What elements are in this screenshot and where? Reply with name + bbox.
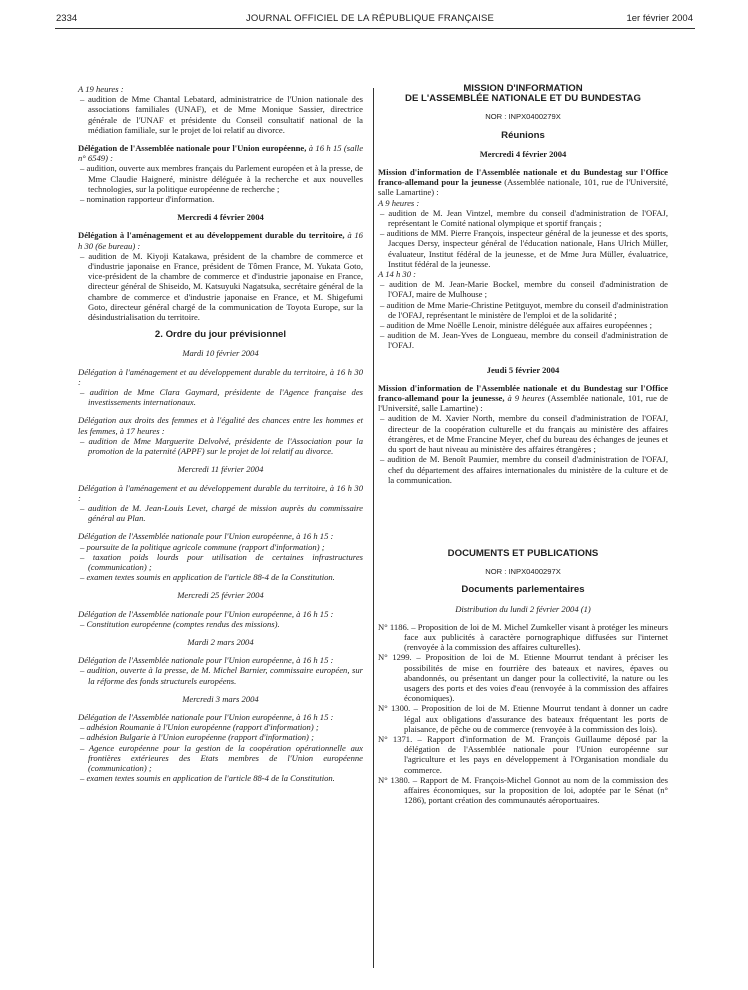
agenda-list (78, 387, 363, 407)
list-item: – audition de Mme Clara Gaymard, présidente de l'Agence française des investissements internationaux. (80, 387, 363, 408)
list-item: – examen textes soumis en application de l'article 88-4 de la Constitution. (80, 572, 335, 583)
delegation-time: à 16 h 15 (salle n° 6549) : (78, 143, 364, 164)
agenda-intro: Délégation de l'Assemblée nationale pour l'Union européenne, à 16 h 15 : (78, 711, 334, 722)
list-item: – audition de Mme Marie-Christine Petitguyot, membre du conseil d'administration de l'OFAJ, représentant le ministère de l'emploi et de la solidarité ; (380, 299, 668, 320)
time-label: A 9 heures : (378, 197, 420, 208)
list-item: – audition de M. Jean-Louis Levet, chargé de mission auprès du commissaire général au Plan. (80, 502, 363, 524)
page-header (50, 10, 693, 28)
mission-title-line1: MISSION D'INFORMATION (463, 83, 583, 94)
agenda-block (78, 143, 363, 163)
date-heading: Mercredi 4 février 2004 (177, 212, 264, 223)
list-item: – nomination rapporteur d'information. (80, 194, 215, 205)
subsection-heading: Documents parlementaires (461, 584, 585, 596)
left-column (78, 84, 363, 783)
section-heading: DOCUMENTS ET PUBLICATIONS (447, 547, 599, 559)
agenda-list (78, 665, 363, 685)
header-rule (55, 28, 695, 29)
date-heading: Jeudi 5 février 2004 (486, 364, 560, 375)
date-heading: Mercredi 4 février 2004 (479, 148, 567, 159)
date-heading: Mercredi 11 février 2004 (177, 464, 264, 475)
list-item: N° 1186. – Proposition de loi de M. Michel Zumkeller visant à protéger les mineurs face aux publicités à caractère pornographique diffusées sur l'internet (renvoyée à la commission des affaires culturelles). (378, 621, 668, 653)
agenda-list (78, 503, 363, 523)
list-item: – audition de M. Jean Vintzel, membre du conseil d'administration de l'OFAJ, représentant le Comité national olympique et sportif français ; (380, 207, 668, 229)
list-item: – examen textes soumis en application de l'article 88-4 de la Constitution. (80, 773, 335, 784)
agenda-list (78, 542, 363, 583)
list-item: – audition de M. Xavier North, membre du conseil d'administration de l'OFAJ, directeur de la coopération culturelle et du français au ministère des affaires étrangères, et de Mme Francine Meyer, chef du bureau des échanges de jeunes et du sport de haut niveau au ministère des affaires étrangères ; (380, 413, 668, 455)
agenda-list (378, 208, 668, 269)
distribution-date: Distribution du lundi 2 février 2004 (1) (455, 603, 591, 614)
list-item: – poursuite de la politique agricole commune (rapport d'information) ; (80, 541, 325, 552)
date-heading: Mardi 10 février 2004 (182, 348, 259, 359)
list-item: N° 1300. – Proposition de loi de M. Etienne Mourrut tendant à donner un cadre légal aux obligations d'assurance des bateaux fréquentant les ports de plaisance, de pêche ou de commerce (renvoyée à la commission des lois). (378, 703, 668, 734)
agenda-list (378, 279, 668, 350)
agenda-list (78, 163, 363, 204)
list-item: – audition de Mme Marguerite Delvolvé, présidente de l'Association pour la promotion de la paternité (APPF) sur le projet de loi relatif au divorce. (80, 435, 363, 457)
section-heading: 2. Ordre du jour prévisionnel (154, 329, 287, 341)
meeting-time: à 9 heures (507, 393, 545, 404)
delegation-time: à 16 h 30 (6e bureau) : (78, 230, 363, 251)
nor-reference: NOR : INPX0400279X (485, 112, 561, 122)
agenda-intro: Délégation à l'aménagement et au développement durable du territoire, à 16 h 30 : (78, 482, 363, 503)
list-item: – audition de M. Jean-Marie Bockel, membre du conseil d'administration de l'OFAJ, maire de Mulhouse ; (380, 279, 668, 300)
agenda-intro: Délégation aux droits des femmes et à l'égalité des chances entre les hommes et les femmes, à 17 heures : (78, 415, 363, 436)
list-item: – Constitution européenne (comptes rendus des missions). (80, 618, 280, 629)
list-item: N° 1299. – Proposition de loi de M. Etienne Mourrut tendant à préciser les possibilités de mise en fourrière des bateaux et navires, épaves ou abandonnés, ou présentant un danger pour la collectivité, la nature ou les usagers des ports et des voies d'eau (renvoyée à la commission des affaires économiques). (378, 652, 668, 704)
subsection-heading: Réunions (501, 129, 545, 141)
agenda-block (78, 230, 363, 250)
agenda-list (78, 94, 363, 135)
agenda-block (378, 383, 668, 414)
list-item: – adhésion Roumanie à l'Union européenne (rapport d'information) ; (80, 722, 319, 733)
time-label: A 19 heures : (78, 84, 124, 94)
list-item: – audition de M. Benoît Paumier, membre du conseil d'administration de l'OFAJ, chef du département des affaires internationales du ministère de la culture et de la communication. (380, 454, 668, 485)
agenda-intro: Délégation à l'aménagement et au développement durable du territoire, à 16 h 30 : (78, 366, 363, 387)
nor-reference: NOR : INPX0400297X (485, 567, 561, 577)
date-heading: Mardi 2 mars 2004 (187, 636, 254, 647)
page-number: 2334 (56, 13, 78, 24)
right-column (378, 84, 668, 805)
list-item: N° 1371. – Rapport d'information de M. François Guillaume déposé par la délégation de l'Assemblée nationale pour l'Union européenne sur l'agriculture et les pays en développement à l'Organisation mondiale du commerce. (378, 733, 668, 775)
list-item: N° 1380. – Rapport de M. François-Michel Gonnot au nom de la commission des affaires économiques, sur la proposition de loi, adoptée par le Sénat (n° 1286), portant création des communautés aéroportuaires. (378, 774, 668, 806)
issue-date: 1er février 2004 (626, 13, 693, 24)
meeting-place: (Assemblée nationale, 101, rue de l'Université, salle Lamartine) : (378, 393, 668, 414)
agenda-list (78, 722, 363, 783)
agenda-list (78, 619, 363, 629)
agenda-list (78, 251, 363, 322)
delegation-title: Délégation de l'Assemblée nationale pour l'Union européenne, (78, 143, 307, 154)
agenda-list (378, 413, 668, 484)
agenda-intro: Délégation de l'Assemblée nationale pour l'Union européenne, à 16 h 15 : (78, 608, 334, 619)
agenda-intro: Délégation de l'Assemblée nationale pour l'Union européenne, à 16 h 15 : (78, 655, 334, 666)
list-item: – audition, ouverte aux membres français du Parlement européen et à la presse, de Mme Claudie Haigneré, ministre déléguée à la recherche et aux nouvelles technologies, sur la politique européenne de recherche ; (80, 163, 363, 194)
list-item: – adhésion Bulgarie à l'Union européenne (rapport d'information) ; (80, 732, 314, 743)
delegation-title: Délégation à l'aménagement et au développement durable du territoire, (78, 230, 345, 241)
date-heading: Mercredi 3 mars 2004 (182, 693, 259, 704)
journal-title: JOURNAL OFFICIEL DE LA RÉPUBLIQUE FRANÇAISE (245, 13, 495, 24)
agenda-intro: Délégation de l'Assemblée nationale pour l'Union européenne, à 16 h 15 : (78, 531, 334, 542)
list-item: – audition de M. Jean-Yves de Longueau, membre du conseil d'administration de l'OFAJ. (380, 330, 668, 351)
list-item: – Agence européenne pour la gestion de la coopération opérationnelle aux frontières extérieures des Etats membres de l'Union européenne (communication) ; (80, 742, 363, 773)
time-label: A 14 h 30 : (378, 269, 417, 280)
date-heading: Mercredi 25 février 2004 (177, 590, 264, 601)
column-divider (373, 88, 374, 968)
agenda-list (78, 436, 363, 456)
list-item: – audition de M. Kiyoji Katakawa, président de la chambre de commerce et d'industrie japonaise en France, président de Tômen France, M. Yukata Goto, vice-président de la chambre de commerce et d'industrie japonaise en France, directeur général de Shiseido, M. Katsuyuki Nagatsuka, secrétaire général de la chambre de commerce et d'industrie japonaise en France, et M. Shigefumi Goto, directeur général chargé de la communication de Toyota Europe, sur la désindustrialisation du territoire. (80, 250, 363, 323)
list-item: – audition de Mme Noëlle Lenoir, ministre déléguée aux affaires européennes ; (380, 320, 653, 331)
mission-name: Mission d'information de l'Assemblée nationale et du Bundestag sur l'Office franco-allemand pour la jeunesse (378, 167, 668, 188)
mission-title-line2: DE L'ASSEMBLÉE NATIONALE ET DU BUNDESTAG (405, 93, 641, 105)
list-item: – audition, ouverte à la presse, de M. Michel Barnier, commissaire européen, sur la réforme des fonds structurels européens. (80, 665, 363, 686)
agenda-block (378, 167, 668, 198)
mission-name: Mission d'information de l'Assemblée nationale et du Bundestag sur l'Office franco-allemand pour la jeunesse, (378, 382, 668, 404)
list-item: – auditions de MM. Pierre François, inspecteur général de la jeunesse et des sports, Jacques Dersy, inspecteur général de l'éducation nationale, Hans Ulrich Müller, évaluateur, Institut fédéral de la jeunesse, et de Mme Jura Müller, évaluatrice, Institut fédéral de la jeunesse. (380, 228, 668, 269)
list-item: – taxation poids lourds pour utilisation de certaines infrastructures (communication) ; (80, 551, 363, 572)
meeting-place: (Assemblée nationale, 101, rue de l'Université, salle Lamartine) : (378, 177, 668, 198)
list-item: – audition de Mme Chantal Lebatard, administratrice de l'Union nationale des associations familiales (UNAF), et de Mme Monique Sassier, directrice générale de l'UNAF et présidente du Conseil consultatif national de la médiation familiale, sur le projet de loi relatif au divorce. (80, 94, 363, 135)
document-list (378, 622, 668, 806)
